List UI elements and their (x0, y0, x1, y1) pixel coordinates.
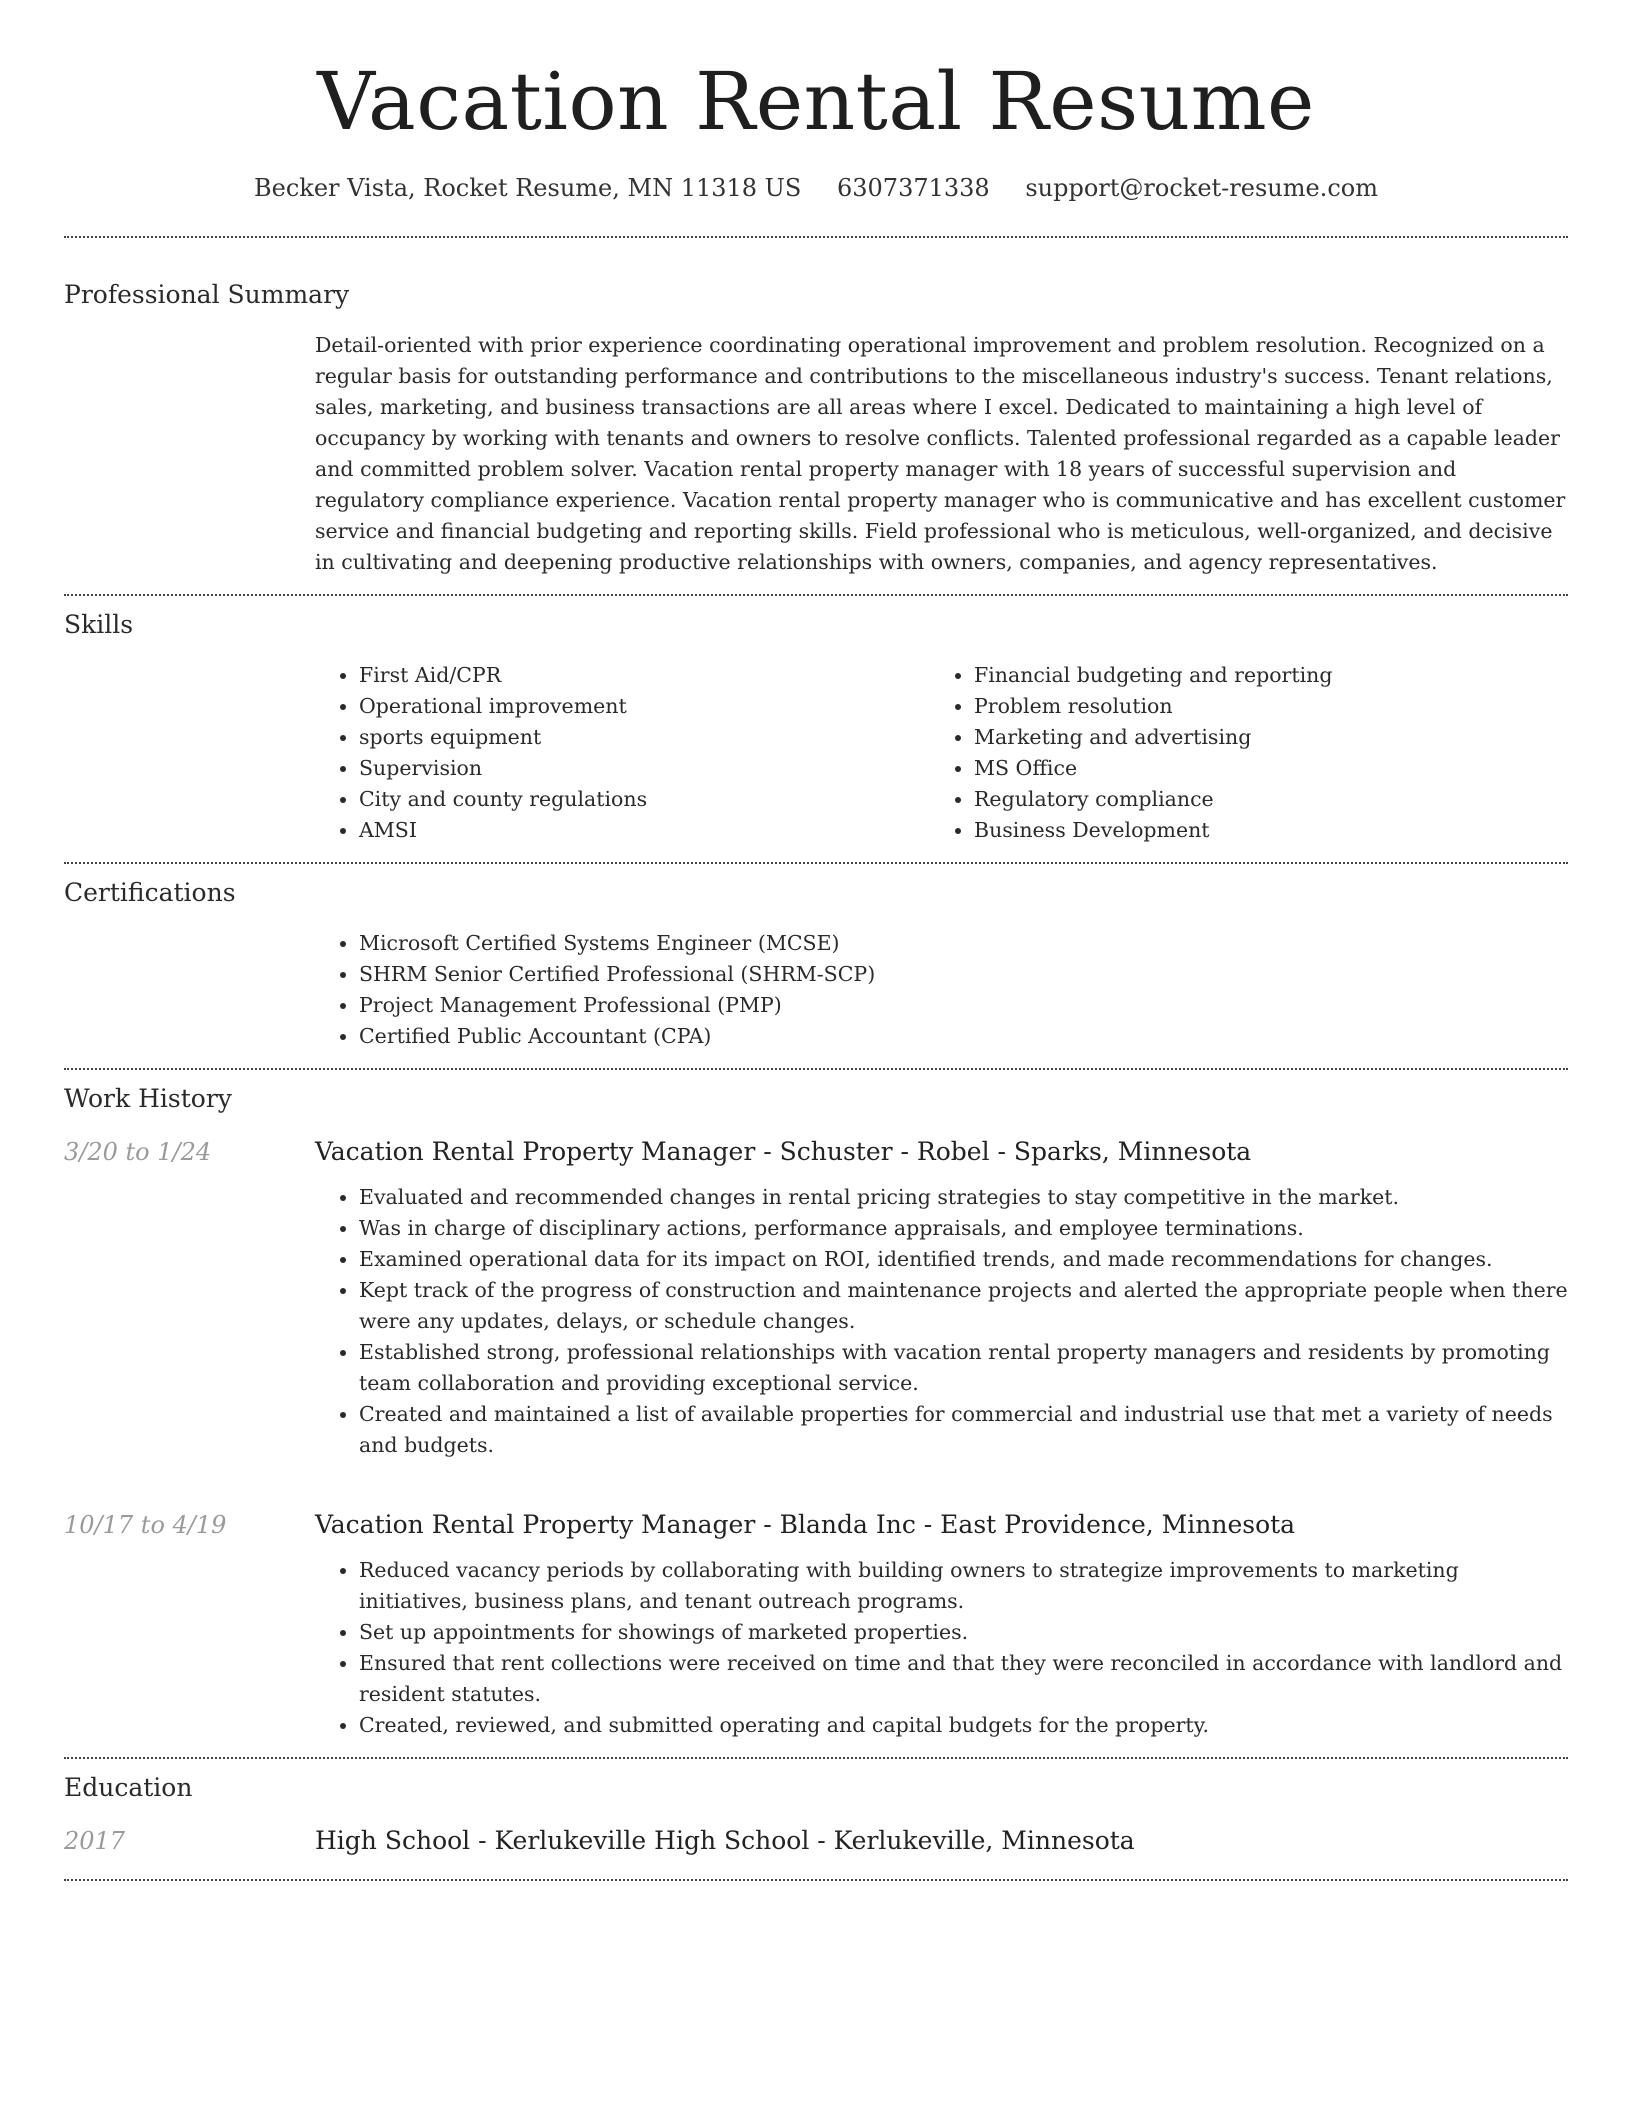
education-year: 2017 (64, 1827, 126, 1855)
certification-item: • SHRM Senior Certified Professional (SHRM-SCP) (359, 959, 1568, 990)
divider (64, 1879, 1568, 1881)
skill-item: • Regulatory compliance (974, 784, 1545, 815)
job-bullet: • Created and maintained a list of available properties for commercial and industrial use that met a variety of needs and budgets. (359, 1399, 1568, 1461)
skill-item: • Business Development (974, 815, 1545, 846)
divider (64, 236, 1568, 238)
job-bullet: • Established strong, professional relationships with vacation rental property managers and residents by promoting team collaboration and providing exceptional service. (359, 1337, 1568, 1399)
skill-item: • AMSI (359, 815, 930, 846)
phone-text: 6307371338 (837, 174, 990, 202)
summary-text: Detail-oriented with prior experience coordinating operational improvement and problem resolution. Recognized on a regular basis for outstanding performance and contributions to the miscellaneous industry's success. Tenant relations, sales, marketing, and business transactions are all areas where I excel. Dedicated to maintaining a high level of occupancy by working with tenants and owners to resolve conflicts. Talented professional regarded as a capable leader and committed problem solver. Vacation rental property manager with 18 years of successful supervision and regulatory compliance experience. Vacation rental property manager who is communicative and has excellent customer service and financial budgeting and reporting skills. Field professional who is meticulous, well-organized, and decisive in cultivating and deepening productive relationships with owners, companies, and agency representatives. (315, 333, 1566, 574)
skill-item: • Problem resolution (974, 691, 1545, 722)
education-detail: High School - Kerlukeville High School - Kerlukeville, Minnesota (315, 1826, 1135, 1855)
email-text: support@rocket-resume.com (1025, 174, 1378, 202)
job-title: Vacation Rental Property Manager - Blanda Inc - East Providence, Minnesota (315, 1510, 1296, 1539)
job-dates: 3/20 to 1/24 (64, 1138, 212, 1166)
work-history-heading: Work History (64, 1084, 232, 1113)
job-bullet: • Examined operational data for its impact on ROI, identified trends, and made recommendations for changes. (359, 1244, 1568, 1275)
education-heading: Education (64, 1773, 193, 1802)
skill-item: • Operational improvement (359, 691, 930, 722)
address-text: Becker Vista, Rocket Resume, MN 11318 US (254, 174, 802, 202)
job-title: Vacation Rental Property Manager - Schuster - Robel - Sparks, Minnesota (315, 1137, 1252, 1166)
resume-page (64, 0, 1568, 1881)
certifications-heading: Certifications (64, 878, 236, 907)
job-bullets (315, 1555, 1568, 1741)
job-entry (64, 1134, 1568, 1170)
skill-item: • Supervision (359, 753, 930, 784)
skill-item: • MS Office (974, 753, 1545, 784)
skill-item: • City and county regulations (359, 784, 930, 815)
certification-item: • Certified Public Accountant (CPA) (359, 1021, 1568, 1052)
job-bullet: • Ensured that rent collections were received on time and that they were reconciled in accordance with landlord and resident statutes. (359, 1648, 1568, 1710)
divider (64, 594, 1568, 596)
job-bullet: • Was in charge of disciplinary actions, performance appraisals, and employee terminations. (359, 1213, 1568, 1244)
job-entry (64, 1507, 1568, 1543)
skill-item: • Marketing and advertising (974, 722, 1545, 753)
education-entry (64, 1823, 1568, 1859)
skill-item: • First Aid/CPR (359, 660, 930, 691)
skills-grid (315, 660, 1568, 846)
certification-item: • Project Management Professional (PMP) (359, 990, 1568, 1021)
certifications-list (315, 928, 1568, 1052)
job-bullet: • Set up appointments for showings of marketed properties. (359, 1617, 1568, 1648)
skills-column-right (930, 660, 1545, 846)
certification-item: • Microsoft Certified Systems Engineer (MCSE) (359, 928, 1568, 959)
divider (64, 1757, 1568, 1759)
resume-title: Vacation Rental Resume (317, 55, 1315, 148)
skills-column-left (315, 660, 930, 846)
job-bullet: • Kept track of the progress of construction and maintenance projects and alerted the appropriate people when there were any updates, delays, or schedule changes. (359, 1275, 1568, 1337)
job-dates: 10/17 to 4/19 (64, 1511, 227, 1539)
job-bullets (315, 1182, 1568, 1461)
skills-heading: Skills (64, 610, 134, 639)
summary-heading: Professional Summary (64, 280, 350, 309)
divider (64, 862, 1568, 864)
skill-item: • Financial budgeting and reporting (974, 660, 1545, 691)
job-bullet: • Evaluated and recommended changes in rental pricing strategies to stay competitive in the market. (359, 1182, 1568, 1213)
divider (64, 1068, 1568, 1070)
job-bullet: • Reduced vacancy periods by collaborating with building owners to strategize improvements to marketing initiatives, business plans, and tenant outreach programs. (359, 1555, 1568, 1617)
contact-info (64, 170, 1568, 206)
job-bullet: • Created, reviewed, and submitted operating and capital budgets for the property. (359, 1710, 1568, 1741)
skill-item: • sports equipment (359, 722, 930, 753)
